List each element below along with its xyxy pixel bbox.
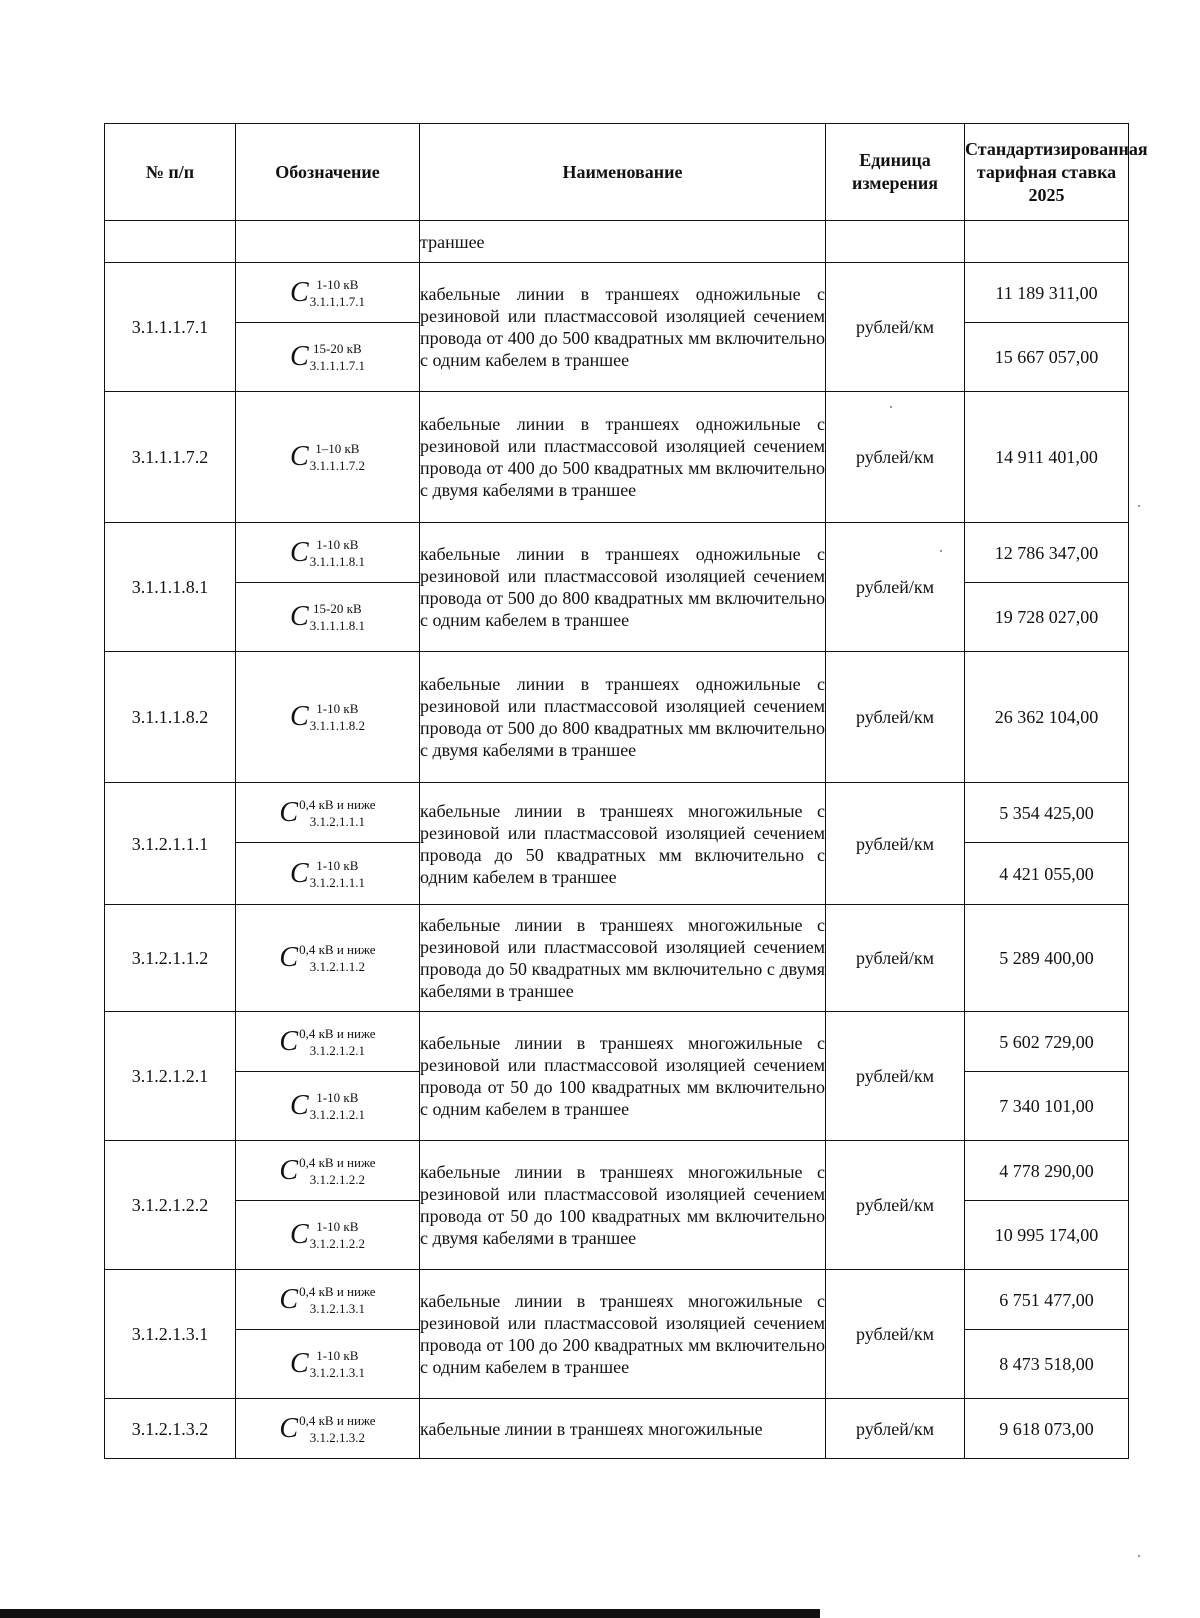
table-row	[105, 392, 1129, 523]
designation-letter: C	[290, 341, 309, 372]
header-rate: Стандартизированная тарифная ставка 2025	[965, 124, 1129, 221]
designation-letter: C	[290, 536, 309, 568]
unit-cell: рублей/км	[826, 392, 965, 523]
designation-voltage: 0,4 кВ и ниже	[299, 942, 376, 957]
designation-index: 3.1.2.1.3.2	[309, 1429, 365, 1445]
continuation-name-cell	[420, 221, 826, 263]
name-cell: кабельные линии в траншеях многожильные с резиновой или пластмассовой изоляцией сечением провода от 100 до 200 квадратных мм включительно с одним кабелем в траншее	[420, 1270, 826, 1399]
designation-voltage: 1-10 кВ	[316, 1348, 359, 1363]
unit-cell: рублей/км	[826, 1141, 965, 1270]
rate-cell: 19 728 027,00	[965, 583, 1129, 652]
designation-voltage: 1-10 кВ	[316, 276, 359, 292]
continuation-num-cell	[105, 221, 236, 263]
designation-symbol	[290, 276, 365, 309]
name-cell: кабельные линии в траншеях одножильные с резиновой или пластмассовой изоляцией сечением провода от 400 до 500 квадратных мм включительно с одним кабелем в траншее	[420, 263, 826, 392]
rate-cell: 12 786 347,00	[965, 523, 1129, 583]
designation-letter: C	[290, 601, 309, 632]
rate-cell: 5 602 729,00	[965, 1012, 1129, 1072]
designation-cell	[236, 1141, 420, 1201]
designation-symbol	[279, 796, 376, 829]
rate-cell: 5 289 400,00	[965, 905, 1129, 1012]
header-num: № п/п	[105, 124, 236, 221]
designation-letter: C	[290, 701, 309, 732]
designation-index: 3.1.1.1.8.1	[309, 618, 365, 633]
designation-symbol	[279, 1283, 376, 1316]
unit-cell: рублей/км	[826, 652, 965, 783]
designation-symbol	[290, 1092, 365, 1120]
scan-speck	[890, 406, 892, 408]
designation-letter: C	[290, 1219, 309, 1250]
designation-cell	[236, 323, 420, 392]
row-number: 3.1.1.1.8.2	[105, 652, 236, 783]
designation-cell	[236, 1330, 420, 1399]
designation-letter: C	[290, 1090, 309, 1121]
continuation-rate-cell	[965, 221, 1129, 263]
designation-cell	[236, 1399, 420, 1459]
designation-index: 3.1.2.1.1.1	[309, 874, 365, 890]
designation-symbol	[279, 1412, 376, 1445]
designation-voltage: 0,4 кВ и ниже	[299, 1412, 376, 1428]
row-number: 3.1.1.1.7.1	[105, 263, 236, 392]
unit-cell: рублей/км	[826, 1012, 965, 1141]
designation-voltage: 1-10 кВ	[316, 1090, 359, 1105]
designation-cell	[236, 392, 420, 523]
designation-voltage: 0,4 кВ и ниже	[299, 1154, 376, 1170]
header-designation: Обозначение	[236, 124, 420, 221]
designation-index: 3.1.2.1.2.2	[309, 1171, 365, 1187]
designation-cell	[236, 905, 420, 1012]
scan-speck	[940, 550, 942, 552]
designation-voltage: 1-10 кВ	[316, 701, 359, 716]
rate-cell: 14 911 401,00	[965, 392, 1129, 523]
designation-symbol	[290, 603, 365, 631]
unit-cell: рублей/км	[826, 905, 965, 1012]
tariff-table	[104, 123, 1148, 1459]
designation-index: 3.1.2.1.1.2	[309, 959, 365, 974]
name-cell: кабельные линии в траншеях многожильные с резиновой или пластмассовой изоляцией сечением провода до 50 квадратных мм включительно с одним кабелем в траншее	[420, 783, 826, 905]
rate-cell: 26 362 104,00	[965, 652, 1129, 783]
designation-voltage: 1-10 кВ	[316, 857, 359, 873]
name-cell: кабельные линии в траншеях одножильные с резиновой или пластмассовой изоляцией сечением провода от 400 до 500 квадратных мм включительно с двумя кабелями в траншее	[420, 392, 826, 523]
row-number: 3.1.2.1.2.2	[105, 1141, 236, 1270]
designation-symbol	[290, 536, 365, 569]
rate-cell: 4 421 055,00	[965, 843, 1129, 905]
scan-edge-bar	[0, 1609, 820, 1618]
table-row	[105, 263, 1129, 323]
rate-cell: 9 618 073,00	[965, 1399, 1129, 1459]
row-number: 3.1.2.1.3.2	[105, 1399, 236, 1459]
rate-cell: 8 473 518,00	[965, 1330, 1129, 1399]
header-unit: Единица измерения	[826, 124, 965, 221]
designation-index: 3.1.1.1.7.1	[309, 293, 365, 309]
designation-cell	[236, 652, 420, 783]
designation-letter: C	[290, 1348, 309, 1379]
row-number: 3.1.2.1.2.1	[105, 1012, 236, 1141]
continuation-text: траншее	[420, 231, 485, 252]
designation-letter: C	[279, 1283, 299, 1315]
rate-cell: 6 751 477,00	[965, 1270, 1129, 1330]
designation-letter: C	[279, 1412, 299, 1444]
designation-cell	[236, 1270, 420, 1330]
table-row	[105, 523, 1129, 583]
designation-symbol	[290, 1221, 365, 1249]
designation-cell	[236, 843, 420, 905]
designation-symbol	[290, 857, 365, 890]
table-row	[105, 1399, 1129, 1459]
unit-cell: рублей/км	[826, 263, 965, 392]
continuation-designation-cell	[236, 221, 420, 263]
unit-cell: рублей/км	[826, 783, 965, 905]
designation-index: 3.1.2.1.2.1	[309, 1042, 365, 1058]
name-cell: кабельные линии в траншеях многожильные	[420, 1399, 826, 1459]
designation-voltage: 15-20 кВ	[313, 601, 362, 616]
unit-cell: рублей/км	[826, 523, 965, 652]
designation-voltage: 15-20 кВ	[313, 341, 362, 356]
rate-cell: 7 340 101,00	[965, 1072, 1129, 1141]
designation-symbol	[290, 443, 365, 471]
designation-index: 3.1.1.1.8.2	[309, 718, 365, 733]
designation-symbol	[290, 703, 365, 731]
designation-index: 3.1.2.1.2.2	[309, 1236, 365, 1251]
table-row	[105, 652, 1129, 783]
designation-cell	[236, 1012, 420, 1072]
designation-cell	[236, 583, 420, 652]
rate-cell: 10 995 174,00	[965, 1201, 1129, 1270]
scan-speck	[1138, 1555, 1140, 1557]
designation-letter: C	[279, 1154, 299, 1186]
designation-cell	[236, 783, 420, 843]
designation-symbol	[279, 1025, 376, 1058]
table-row	[105, 905, 1129, 1012]
designation-index: 3.1.1.1.7.2	[309, 458, 365, 473]
continuation-row	[105, 221, 1129, 263]
designation-letter: C	[279, 942, 299, 973]
table-row	[105, 1012, 1129, 1072]
designation-index: 3.1.1.1.8.1	[309, 553, 365, 569]
row-number: 3.1.1.1.7.2	[105, 392, 236, 523]
header-row	[105, 124, 1129, 221]
rate-cell: 11 189 311,00	[965, 263, 1129, 323]
name-cell: кабельные линии в траншеях одножильные с резиновой или пластмассовой изоляцией сечением провода от 500 до 800 квадратных мм включительно с одним кабелем в траншее	[420, 523, 826, 652]
designation-cell	[236, 1072, 420, 1141]
table-body	[105, 221, 1129, 1459]
designation-index: 3.1.2.1.1.1	[309, 813, 365, 829]
designation-index: 3.1.2.1.2.1	[309, 1107, 365, 1122]
designation-cell	[236, 523, 420, 583]
designation-index: 3.1.2.1.3.1	[309, 1365, 365, 1380]
table-row	[105, 1270, 1129, 1330]
designation-voltage: 0,4 кВ и ниже	[299, 1283, 376, 1299]
row-number: 3.1.2.1.3.1	[105, 1270, 236, 1399]
unit-cell: рублей/км	[826, 1270, 965, 1399]
designation-voltage: 1-10 кВ	[316, 536, 359, 552]
designation-letter: C	[279, 796, 299, 828]
table-row	[105, 1141, 1129, 1201]
unit-cell: рублей/км	[826, 1399, 965, 1459]
designation-symbol	[290, 1350, 365, 1378]
rate-cell: 4 778 290,00	[965, 1141, 1129, 1201]
designation-letter: C	[290, 857, 309, 889]
name-cell: кабельные линии в траншеях многожильные с резиновой или пластмассовой изоляцией сечением провода от 50 до 100 квадратных мм включительно с двумя кабелями в траншее	[420, 1141, 826, 1270]
designation-symbol	[279, 1154, 376, 1187]
header-name: Наименование	[420, 124, 826, 221]
designation-letter: C	[290, 441, 309, 472]
designation-voltage: 1-10 кВ	[316, 1219, 359, 1234]
name-cell: кабельные линии в траншеях многожильные с резиновой или пластмассовой изоляцией сечением провода до 50 квадратных мм включительно с двумя кабелями в траншее	[420, 905, 826, 1012]
designation-index: 3.1.1.1.7.1	[309, 358, 365, 373]
rate-cell: 15 667 057,00	[965, 323, 1129, 392]
name-cell: кабельные линии в траншеях одножильные с резиновой или пластмассовой изоляцией сечением провода от 500 до 800 квадратных мм включительно с двумя кабелями в траншее	[420, 652, 826, 783]
designation-voltage: 1–10 кВ	[315, 441, 360, 456]
designation-voltage: 0,4 кВ и ниже	[299, 1025, 376, 1041]
designation-letter: C	[279, 1025, 299, 1057]
table-row	[105, 783, 1129, 843]
designation-symbol	[290, 343, 365, 371]
designation-voltage: 0,4 кВ и ниже	[299, 796, 376, 812]
rate-cell: 5 354 425,00	[965, 783, 1129, 843]
row-number: 3.1.2.1.1.1	[105, 783, 236, 905]
name-cell: кабельные линии в траншеях многожильные с резиновой или пластмассовой изоляцией сечением провода от 50 до 100 квадратных мм включительно с одним кабелем в траншее	[420, 1012, 826, 1141]
designation-letter: C	[290, 276, 309, 308]
scan-speck	[1138, 505, 1140, 507]
designation-index: 3.1.2.1.3.1	[309, 1300, 365, 1316]
row-number: 3.1.1.1.8.1	[105, 523, 236, 652]
row-number: 3.1.2.1.1.2	[105, 905, 236, 1012]
designation-symbol	[279, 944, 375, 972]
designation-cell	[236, 263, 420, 323]
designation-cell	[236, 1201, 420, 1270]
continuation-unit-cell	[826, 221, 965, 263]
